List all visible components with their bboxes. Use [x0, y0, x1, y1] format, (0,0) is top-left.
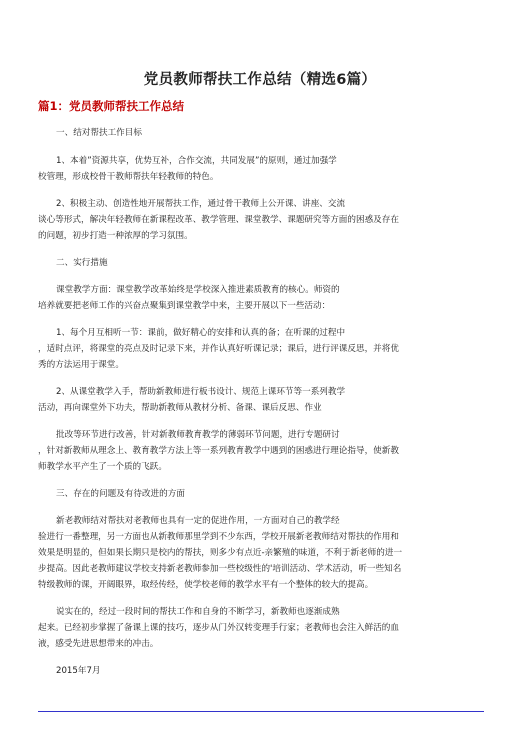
paragraph-line: 师教学水平产生了一个质的飞跃。 — [38, 462, 167, 472]
paragraph-line: 步提高。因此老教师建议学校支持新老教师参加一些校级性的'培训活动、学术活动，听一些知名 — [38, 564, 402, 574]
paragraph-line: 2、从课堂教学入手，帮助新教师进行板书设计、规范上课环节等一系列教学 — [56, 387, 346, 397]
paragraph-line: 校管理，形成校骨干教师帮扶年轻教师的特色。 — [38, 172, 219, 182]
document-date: 2015年7月 — [56, 666, 101, 676]
paragraph-line: 2、积极主动、创造性地开展帮扶工作，通过骨干教师上公开课、讲座、交流 — [56, 199, 346, 209]
footer-divider — [38, 711, 484, 712]
subheading-goals: 一、结对帮扶工作目标 — [56, 128, 142, 138]
section-heading: 篇1：党员教师帮扶工作总结 — [38, 99, 185, 113]
paragraph-line: 秀的方法运用于课堂。 — [38, 360, 124, 370]
paragraph-line: 特级教师的课，开阔眼界，取经传经，使学校老师的教学水平有一个整体的较大的提高。 — [38, 580, 374, 590]
paragraph-line: 1、每个月互相听一节：课前，做好精心的安排和认真的备；在听课的过程中 — [56, 328, 346, 338]
paragraph-line: 的问题，初步打造一种浓厚的学习氛围。 — [38, 231, 193, 241]
paragraph-line: 课堂教学方面：课堂教学改革始终是学校深入推进素质教育的核心。师资的 — [56, 285, 340, 295]
paragraph-line: 批改等环节进行改善，针对新教师教育教学的薄弱环节问题，进行专题研讨 — [56, 430, 340, 440]
document-title: 党员教师帮扶工作总结（精选6篇） — [143, 72, 377, 88]
paragraph-line: 效果是明显的，但如果长期只是校内的帮扶，则多少有点近-亲繁殖的味道，不利于新老师的进一 — [38, 548, 403, 558]
subheading-measures: 二、实行措施 — [56, 258, 108, 268]
paragraph-line: 谈心等形式，解决年轻教师在新课程改革、教学管理、课堂教学、课题研究等方面的困惑及存在 — [38, 215, 399, 225]
subheading-issues: 三、存在的问题及有待改进的方面 — [56, 489, 185, 499]
paragraph-line: 验进行一番整理，另一方面也从新教师那里学到不少东西，学校开展新老教师结对帮扶的作用和 — [38, 532, 399, 542]
paragraph-line: 说实在的，经过一段时间的帮扶工作和自身的不断学习，新教师也逐渐成熟 — [56, 607, 340, 617]
paragraph-line: ，适时点评，将课堂的亮点及时记录下来，并作认真好听课记录；课后，进行评课反思，并将优 — [38, 344, 399, 354]
paragraph-line: 新老教师结对帮扶对老教师也具有一定的促进作用，一方面对自己的教学经 — [56, 516, 340, 526]
paragraph-line: ，针对新教师从理念上、教育教学方法上等一系列教育教学中遇到的困惑进行理论指导，使新教 — [38, 446, 399, 456]
paragraph-line: 起来。已经初步掌握了备课上课的技巧，逐步从门外汉转变理手行家；老教师也会注入鲜活的血 — [38, 623, 399, 633]
paragraph-line: 活动，再向课堂外下功夫，帮助新教师从教材分析、备课、课后反思、作业 — [38, 403, 322, 413]
paragraph-line: 液，感受先进思想带来的冲击。 — [38, 639, 159, 649]
paragraph-line: 培养就要把老师工作的兴奋点聚集到课堂教学中来，主要开展以下一些活动： — [38, 301, 331, 311]
paragraph-line: 1、本着”资源共享，优势互补，合作交流，共同发展”的原则，通过加强学 — [56, 156, 337, 166]
